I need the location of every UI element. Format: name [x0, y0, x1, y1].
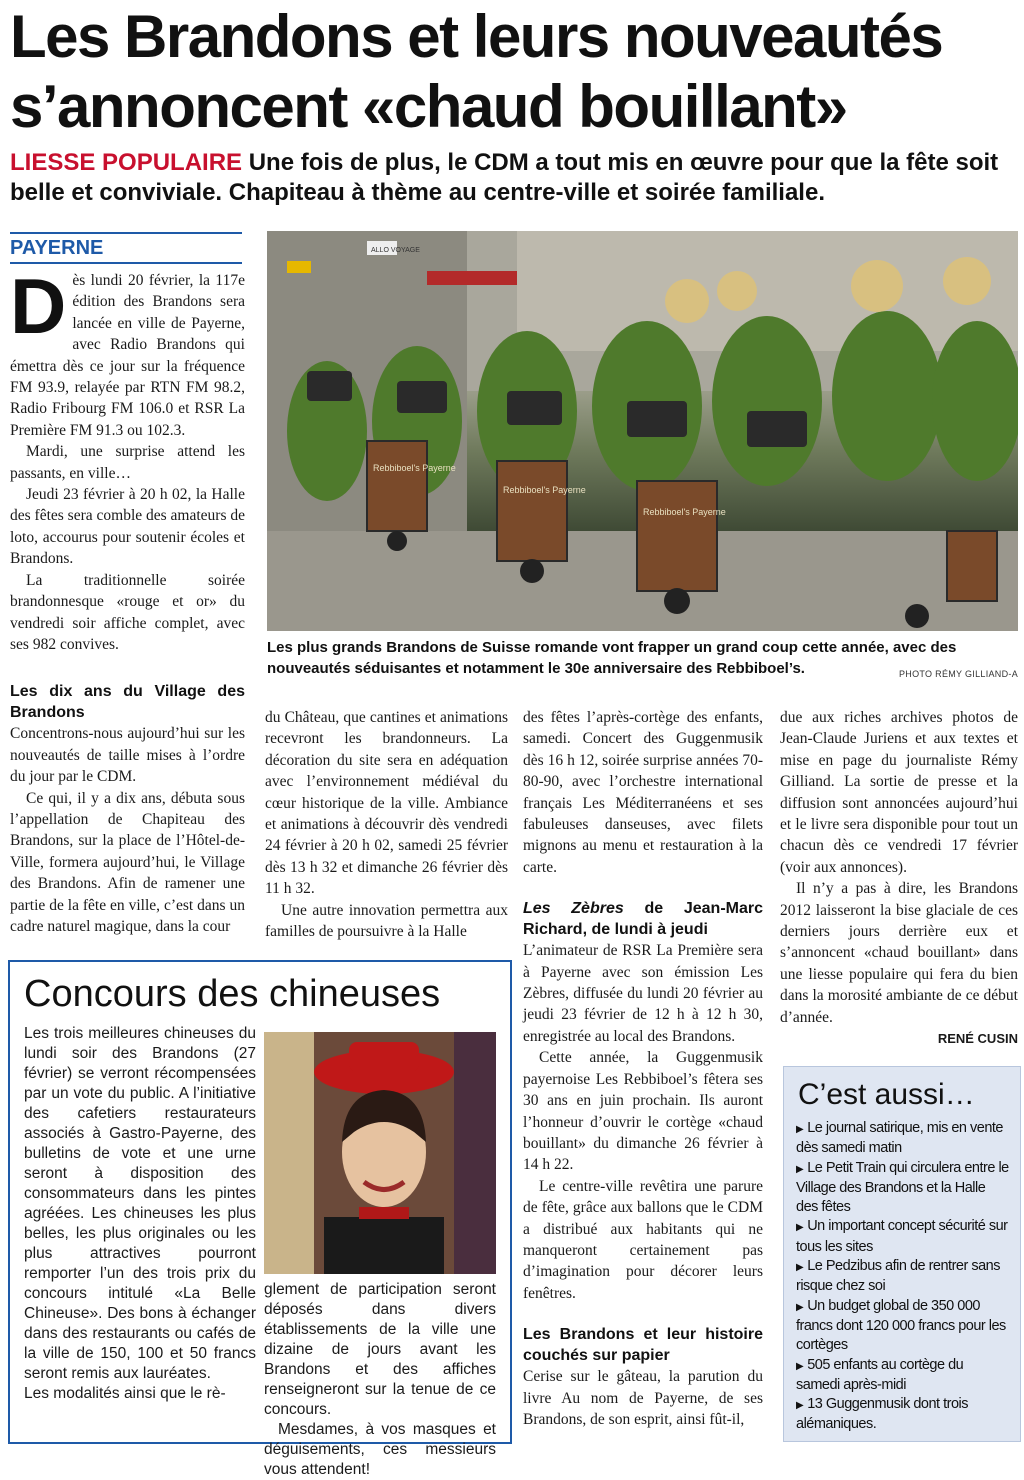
cest-aussi-box	[783, 1066, 1021, 1442]
lede	[10, 148, 1015, 208]
cest-aussi-item: ▶ Un important concept sécurité sur tous les sites	[796, 1218, 1008, 1255]
dropcap: D	[10, 262, 67, 350]
chineuses-paragraph: Les modalités ainsi que le rè-	[24, 1385, 226, 1402]
article-paragraph: Cette année, la Guggenmusik payernoise Les Rebbiboel’s fêtera ses 30 ans en juin prochain. Ils auront l’honneur d’ouvrir le cortège «chaud bouillant» du dimanche 26 février à 14 h 22.	[523, 1049, 763, 1174]
cest-aussi-item: ▶ Le Pedzibus afin de rentrer sans risque chez soi	[796, 1258, 1000, 1295]
article-column-2	[265, 707, 508, 942]
article-paragraph: des fêtes l’après-cortège des enfants, samedi. Concert des Guggenmusik dès 16 h 12, soirée surprise années 70-80-90, avec l’orchestre international français Les Méditerranéens et ses fabuleuses danseuses, avec filets mignons au menu et restauration à la carte.	[523, 709, 763, 876]
photo-credit: PHOTO RÉMY GILLIAND-A	[899, 669, 1018, 679]
triangle-bullet-icon: ▶	[796, 1222, 804, 1234]
article-paragraph: due aux riches archives photos de Jean-Claude Juriens et aux textes et mise en page du journaliste Rémy Gilliand. La sortie de presse et la diffusion sont annoncées aujourd’hui et le livre sera disponible pour tout un chacun dès ce vendredi 17 février (voir aux annonces).	[780, 709, 1018, 876]
article-paragraph: La traditionnelle soirée brandonnesque «rouge et or» du vendredi soir affiche complet, avec ses 982 convives.	[10, 571, 245, 653]
article-paragraph: Une autre innovation permettra aux familles de poursuivre à la Halle	[265, 901, 508, 941]
subheading: Les dix ans du Village des Brandons	[10, 683, 245, 722]
article-paragraph: Il n’y a pas à dire, les Brandons 2012 laisseront la bise glaciale de ces derniers jours derrière eux et s’annoncent «chaud bouillant» dans une liesse populaire qui fera du bien dans la morosité ambiante de ce début d’année.	[780, 880, 1018, 1026]
subheading-italic: Les Zèbres	[523, 900, 624, 918]
triangle-bullet-icon: ▶	[796, 1262, 804, 1274]
drum-sign: Rebbiboel's Payerne	[373, 463, 456, 473]
cest-aussi-list	[784, 1119, 1020, 1435]
chineuses-paragraph: Les trois meilleures chineuses du lundi soir des Brandons (27 février) se verront récompensées par un vote du public. A l’initiative des cafetiers restaurateurs associés à Gastro-Payerne, des bulletins de vote et une urne seront à disposition des consommateurs dans les pintes agréées. Les chineuses les plus belles, les plus originales ou les plus attractives pourront remporter l’un des trois prix du concours intitulé «La Belle Chineuse». Des bons à échanger dans des restaurants ou cafés de la ville de 150, 100 et 50 francs seront remis aux lauréates.	[24, 1025, 256, 1382]
subheading: Les Brandons et leur histoire couchés sur papier	[523, 1326, 763, 1365]
article-paragraph: Ce qui, il y a dix ans, débuta sous l’appellation de Chapiteau des Brandons, sur la place de l’Hôtel-de-Ville, formera aujourd’hui, le Village des Brandons. Afin de ramener une partie de la fête en ville, c’est dans un cadre naturel magique, dans la cour	[10, 789, 245, 935]
chineuses-paragraph: glement de participation seront déposés dans divers établissements de la ville une dizaine de jours avant les Brandons et des affiches renseigneront sur la tenue de ce concours.	[264, 1281, 496, 1418]
cortege-photo	[267, 231, 1018, 631]
shop-sign: ALLO VOYAGE	[371, 247, 420, 254]
article-paragraph: du Château, que cantines et animations recevront les brandonneurs. La décoration du site sera en adéquation avec l’environnement médiéval du cœur historique de la ville. Ambiance et animations à découvrir dès vendredi 24 février à 20 h 02, samedi 25 février dès 13 h 32 et dimanche 26 février dès 11 h 32.	[265, 709, 508, 898]
article-paragraph: ès lundi 20 février, la 117e édition des Brandons sera lancée en ville de Payerne, avec Radio Brandons qui émettra dès ce jour sur la fréquence FM 93.9, relayée par RTN FM 98.2, Radio Fribourg FM 106.0 et RSR La Première FM 91.3 ou 102.3.	[10, 272, 245, 439]
article-paragraph: Mardi, une surprise attend les passants, en ville…	[10, 443, 245, 482]
chineuses-paragraph: Mesdames, à vos masques et déguisements, ces messieurs vous attendent!	[264, 1421, 496, 1478]
article-paragraph: Concentrons-nous aujourd’hui sur les nouveautés de taille mises à l’ordre du jour par le CDM.	[10, 725, 245, 786]
drum-sign: Rebbiboel's Payerne	[503, 485, 586, 495]
cest-aussi-item: ▶ 13 Guggenmusik dont trois alémaniques.	[796, 1396, 968, 1433]
author-byline: RENÉ CUSIN	[937, 1031, 1018, 1047]
article-paragraph: Cerise sur le gâteau, la parution du livre Au nom de Payerne, de ses Brandons, de son esprit, ainsi fût-il,	[523, 1368, 763, 1428]
chineuse-portrait	[264, 1032, 496, 1274]
cest-aussi-item: ▶ Un budget global de 350 000 francs dont 120 000 francs pour les cortèges	[796, 1297, 1006, 1354]
triangle-bullet-icon: ▶	[796, 1163, 804, 1175]
article-column-1	[10, 262, 245, 937]
lede-text: Une fois de plus, le CDM a tout mis en œuvre pour que la fête soit belle et conviviale. Chapiteau à thème au centre-ville et soirée familiale.	[10, 149, 999, 206]
portrait-illustration	[264, 1032, 496, 1274]
subheading	[523, 898, 763, 940]
chineuses-box	[8, 960, 512, 1478]
subheading-rest: de Jean-Marc Richard, de lundi à jeudi	[523, 900, 763, 939]
photo-caption	[267, 637, 1018, 685]
article-column-4	[780, 707, 1018, 1050]
article-column-3	[523, 707, 763, 1430]
cest-aussi-item: ▶ Le Petit Train qui circulera entre le Village des Brandons et la Halle des fêtes	[796, 1159, 1009, 1216]
triangle-bullet-icon: ▶	[796, 1124, 804, 1135]
article-paragraph: Le centre-ville revêtira une parure de fête, grâce aux ballons que le CDM a distribué aux habitants qui ne manqueront certainement pas d’imagination pour décorer leurs fenêtres.	[523, 1177, 763, 1302]
headline: Les Brandons et leurs nouveautés s’annoncent «chaud bouillant»	[10, 3, 943, 140]
lede-kicker: LIESSE POPULAIRE	[10, 149, 243, 176]
photo-illustration	[267, 231, 1018, 631]
chineuses-column-1	[24, 1024, 256, 1404]
section-tag: PAYERNE	[10, 232, 242, 264]
article-paragraph: L’animateur de RSR La Première sera à Payerne avec son émission Les Zèbres, diffusée du lundi 20 février au jeudi 23 février de 12 h à 12 h 30, enregistrée au local des Brandons.	[523, 942, 763, 1045]
drum-sign: Rebbiboel's Payerne	[643, 507, 726, 517]
cest-aussi-item: ▶ 505 enfants au cortège du samedi après-midi	[796, 1356, 964, 1393]
cest-aussi-item: ▶ Le journal satirique, mis en vente dès samedi matin	[796, 1120, 1003, 1157]
triangle-bullet-icon: ▶	[796, 1301, 804, 1313]
cest-aussi-title: C’est aussi…	[798, 1078, 975, 1111]
article-paragraph: Jeudi 23 février à 20 h 02, la Halle des fêtes sera comble des amateurs de loto, accourus pour soutenir écoles et Brandons.	[10, 486, 245, 568]
triangle-bullet-icon: ▶	[796, 1400, 804, 1412]
triangle-bullet-icon: ▶	[796, 1360, 804, 1372]
chineuses-title: Concours des chineuses	[24, 973, 441, 1015]
chineuses-column-2	[264, 1280, 496, 1480]
caption-text: Les plus grands Brandons de Suisse romande vont frapper un grand coup cette année, avec des nouveautés séduisantes et notamment le 30e anniversaire des Rebbiboel’s.	[267, 639, 957, 677]
